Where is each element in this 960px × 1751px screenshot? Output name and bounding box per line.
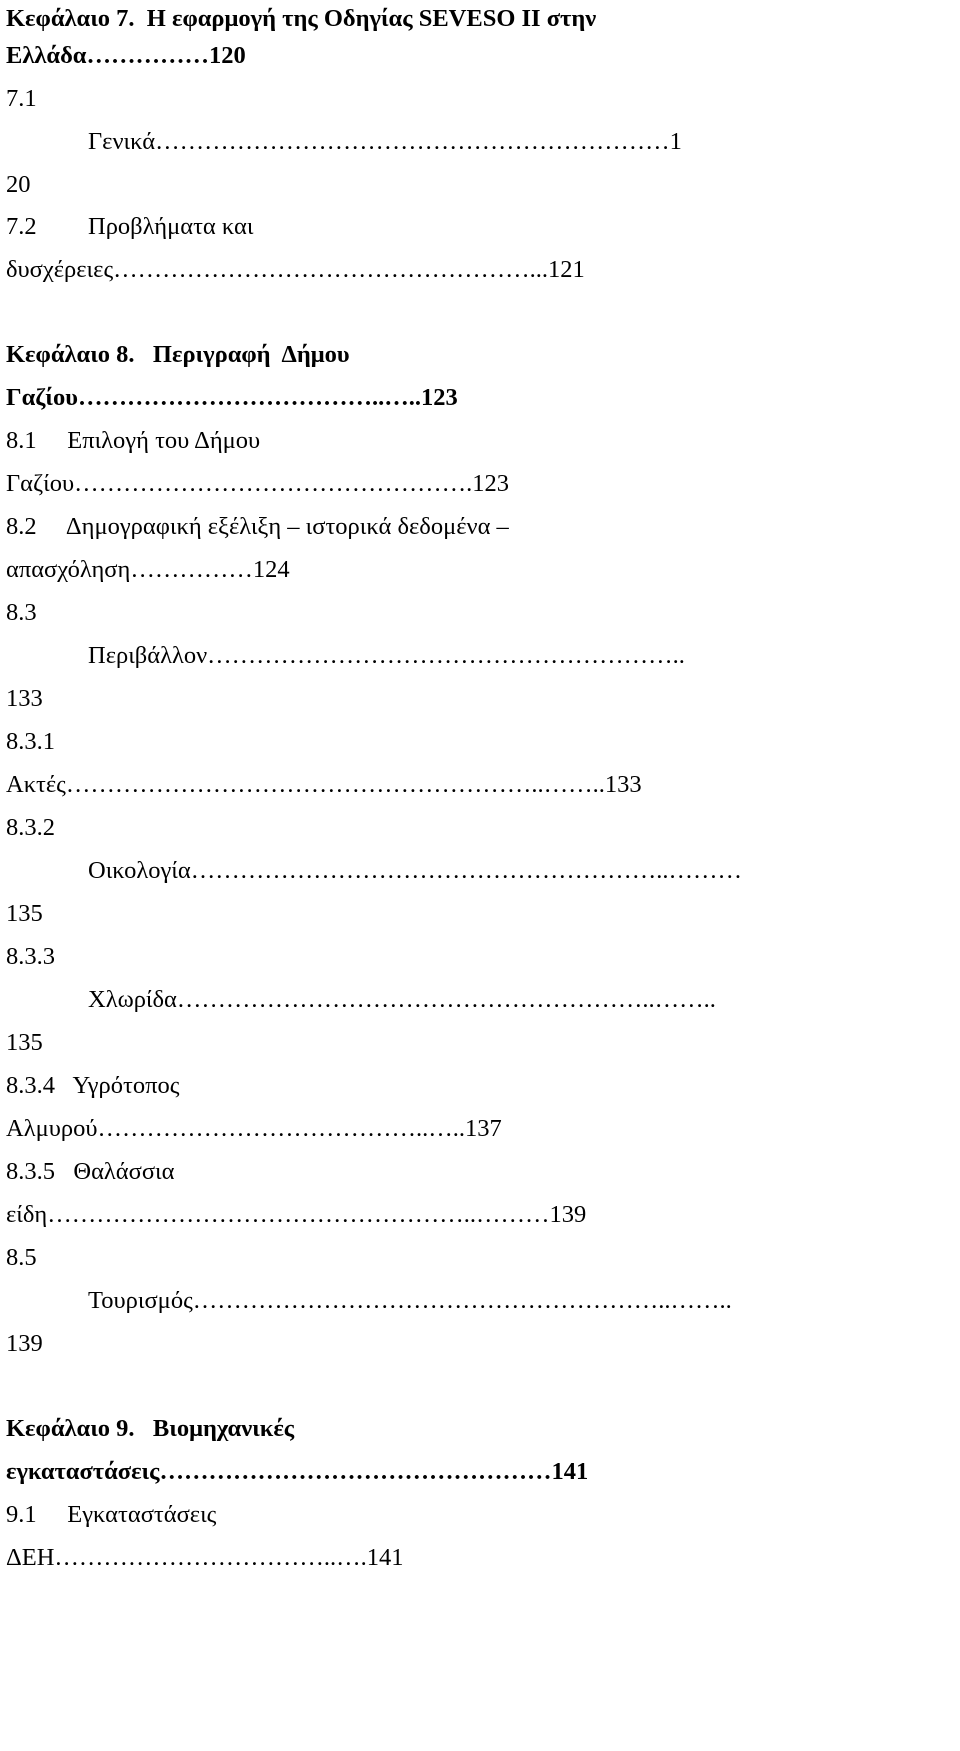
toc-entry-8-1: 8.1 Επιλογή του Δήμου xyxy=(6,427,261,454)
toc-entry-7-2-cont: δυσχέρειες……………………………………………...121 xyxy=(6,256,585,283)
toc-entry-9-1: 9.1 Εγκαταστάσεις xyxy=(6,1501,217,1528)
toc-entry-8-3-4: 8.3.4 Υγρότοπος xyxy=(6,1072,180,1099)
toc-entry-8-3-1: Ακτές…………………………………………………..……..133 xyxy=(6,771,642,798)
chapter-9-title: Κεφάλαιο 9. Βιομηχανικές xyxy=(6,1415,295,1442)
toc-entry-7-1: Γενικά………………………………………………………1 xyxy=(88,128,682,155)
toc-entry-8-3-5: 8.3.5 Θαλάσσια xyxy=(6,1158,175,1185)
chapter-7-title-cont: Ελλάδα……………120 xyxy=(6,42,246,69)
chapter-8-title: Κεφάλαιο 8. Περιγραφή Δήμου xyxy=(6,341,350,368)
toc-entry-9-1-cont: ΔΕΗ……………………………..….141 xyxy=(6,1544,404,1571)
chapter-7-title: Κεφάλαιο 7. Η εφαρμογή της Οδηγίας SEVESO II στην xyxy=(6,5,597,32)
toc-entry-8-2: 8.2 Δημογραφική εξέλιξη – ιστορικά δεδομένα – xyxy=(6,513,509,540)
toc-entry-8-5-number: 8.5 xyxy=(6,1244,37,1271)
toc-entry-8-2-cont: απασχόληση……………124 xyxy=(6,556,290,583)
toc-entry-7-1-number: 7.1 xyxy=(6,85,37,112)
toc-entry-8-3-3-number: 8.3.3 xyxy=(6,943,55,970)
toc-entry-7-2: 7.2 Προβλήματα και xyxy=(6,213,254,240)
toc-entry-8-3-number: 8.3 xyxy=(6,599,37,626)
toc-entry-8-3-1-number: 8.3.1 xyxy=(6,728,55,755)
toc-entry-8-3-4-cont: Αλμυρού…………………………………..…..137 xyxy=(6,1115,502,1142)
chapter-9-title-cont: εγκαταστάσεις…………………………………………141 xyxy=(6,1458,589,1485)
toc-entry-8-3-2: Οικολογία…………………………………………………..……… xyxy=(88,857,742,884)
chapter-8-title-cont: Γαζίου………………………………..…..123 xyxy=(6,384,458,411)
toc-entry-8-1-cont: Γαζίου………………………………………….123 xyxy=(6,470,509,497)
toc-entry-8-3: Περιβάλλον………………………………………………….. xyxy=(88,642,685,669)
toc-entry-8-3-page: 133 xyxy=(6,685,43,712)
toc-entry-8-3-2-number: 8.3.2 xyxy=(6,814,55,841)
toc-entry-8-5: Τουρισμός…………………………………………………..…….. xyxy=(88,1287,732,1314)
toc-entry-8-3-3: Χλωρίδα…………………………………………………..…….. xyxy=(88,986,716,1013)
toc-entry-8-3-5-cont: είδη……………………………………………..………139 xyxy=(6,1201,587,1228)
toc-entry-8-3-3-page: 135 xyxy=(6,1029,43,1056)
toc-entry-8-5-page: 139 xyxy=(6,1330,43,1357)
toc-entry-7-1-page: 20 xyxy=(6,171,31,198)
toc-entry-8-3-2-page: 135 xyxy=(6,900,43,927)
